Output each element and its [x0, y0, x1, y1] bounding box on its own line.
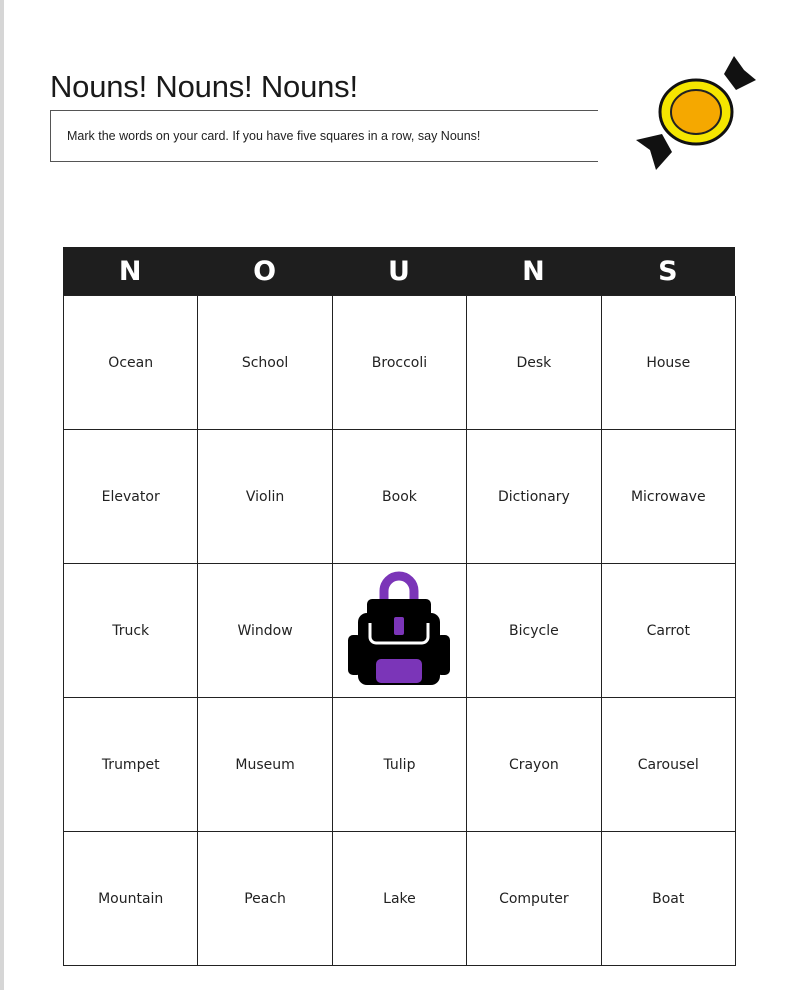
bingo-cell[interactable]: Mountain [64, 832, 198, 966]
bingo-cell[interactable]: Truck [64, 564, 198, 698]
bingo-cell[interactable]: Bicycle [467, 564, 601, 698]
free-space-cell[interactable] [333, 564, 467, 698]
bingo-cell[interactable]: Boat [602, 832, 736, 966]
bingo-board [63, 247, 735, 966]
bingo-cell[interactable]: Ocean [64, 296, 198, 430]
bingo-cell[interactable]: Dictionary [467, 430, 601, 564]
bingo-cell[interactable]: Window [198, 564, 332, 698]
bingo-cell[interactable]: Microwave [602, 430, 736, 564]
instructions-box [50, 110, 598, 162]
bingo-header [63, 247, 735, 295]
bingo-cell[interactable]: Carousel [602, 698, 736, 832]
bingo-cell[interactable]: School [198, 296, 332, 430]
bingo-cell[interactable]: Desk [467, 296, 601, 430]
header-letter-s: S [658, 255, 678, 287]
bingo-cell[interactable]: Peach [198, 832, 332, 966]
bingo-cell[interactable]: Book [333, 430, 467, 564]
bingo-cell[interactable]: Crayon [467, 698, 601, 832]
bingo-cell[interactable]: Lake [333, 832, 467, 966]
bingo-cell[interactable]: Elevator [64, 430, 198, 564]
bingo-cell[interactable]: Broccoli [333, 296, 467, 430]
bingo-cell[interactable]: Computer [467, 832, 601, 966]
page-title: Nouns! Nouns! Nouns! [50, 68, 358, 104]
candy-icon [632, 52, 758, 172]
bingo-cell[interactable]: Tulip [333, 698, 467, 832]
bingo-cell[interactable]: Trumpet [64, 698, 198, 832]
bingo-cell[interactable]: Museum [198, 698, 332, 832]
page-edge [0, 0, 4, 990]
backpack-icon [340, 569, 458, 693]
header-letter-u: U [388, 255, 410, 287]
bingo-grid [63, 295, 735, 966]
bingo-cell[interactable]: Carrot [602, 564, 736, 698]
header-letter-o: O [253, 255, 277, 287]
bingo-cell[interactable]: House [602, 296, 736, 430]
header-letter-n-2: N [522, 255, 545, 287]
instructions-text: Mark the words on your card. If you have five squares in a row, say Nouns! [67, 129, 481, 143]
header-letter-n: N [118, 255, 142, 287]
bingo-cell[interactable]: Violin [198, 430, 332, 564]
